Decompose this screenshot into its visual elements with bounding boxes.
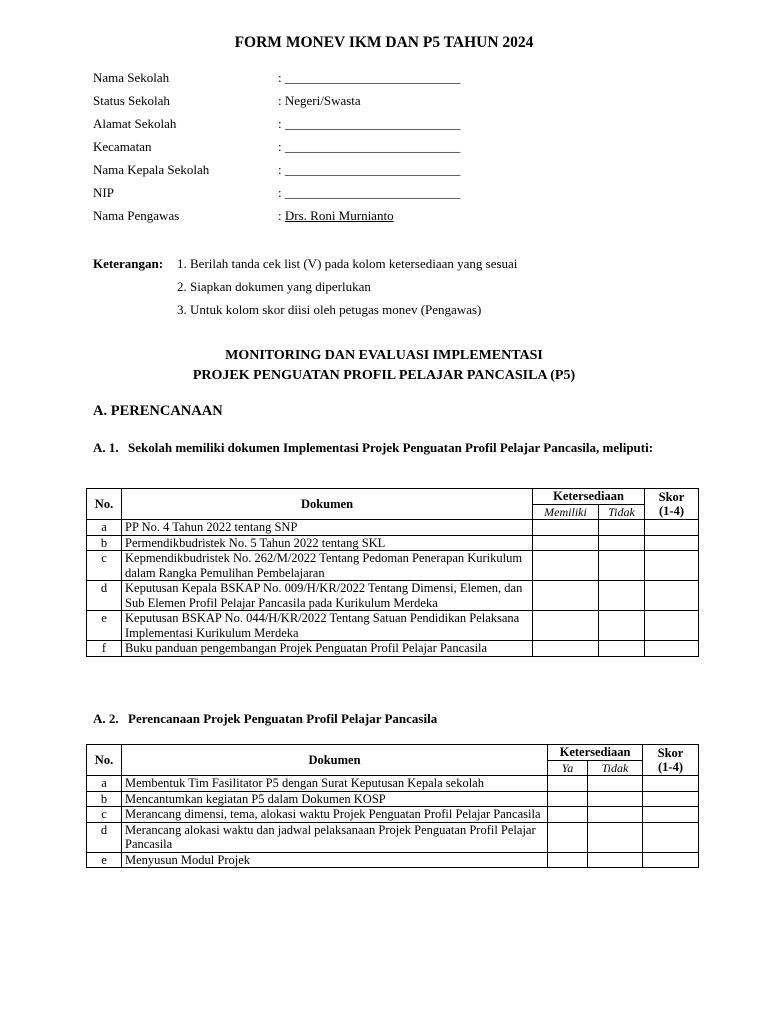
- check-cell-no[interactable]: [588, 822, 643, 852]
- value-prefix: :: [278, 208, 285, 223]
- score-cell[interactable]: [645, 535, 699, 551]
- row-number: a: [87, 776, 122, 792]
- col-no-header: No.: [87, 745, 122, 776]
- table-row: [87, 807, 699, 823]
- check-cell-yes[interactable]: [548, 776, 588, 792]
- check-cell-yes[interactable]: [533, 551, 599, 581]
- score-label: Skor: [657, 745, 684, 760]
- identity-row: [93, 93, 460, 116]
- check-cell-yes[interactable]: [533, 641, 599, 657]
- check-cell-no[interactable]: [599, 581, 645, 611]
- col-score-header: [643, 745, 699, 776]
- row-document: Merancang dimensi, tema, alokasi waktu Projek Penguatan Profil Pelajar Pancasila: [122, 807, 548, 823]
- identity-label: Status Sekolah: [93, 93, 170, 108]
- identity-label: Kecamatan: [93, 139, 152, 154]
- check-cell-yes[interactable]: [548, 822, 588, 852]
- row-number: a: [87, 520, 122, 536]
- row-number: f: [87, 641, 122, 657]
- row-document: Keputusan BSKAP No. 044/H/KR/2022 Tentang Satuan Pendidikan Pelaksana Implementasi Kurikulum Merdeka: [122, 611, 533, 641]
- identity-value: : ___________________________: [278, 162, 461, 177]
- a1-heading: [93, 439, 668, 456]
- row-document: Keputusan Kepala BSKAP No. 009/H/KR/2022 Tentang Dimensi, Elemen, dan Sub Elemen Profil Pelajar Pancasila pada Kurikulum Merdeka: [122, 581, 533, 611]
- col-doc-header: Dokumen: [122, 489, 533, 520]
- check-cell-no[interactable]: [599, 551, 645, 581]
- col-yes-header: Memiliki: [533, 504, 599, 520]
- check-cell-yes[interactable]: [533, 535, 599, 551]
- check-cell-no[interactable]: [599, 641, 645, 657]
- score-cell[interactable]: [645, 551, 699, 581]
- score-cell[interactable]: [645, 581, 699, 611]
- identity-value: : ___________________________: [278, 185, 461, 200]
- identity-value: : ___________________________: [278, 139, 461, 154]
- identity-value: [278, 208, 460, 231]
- check-cell-yes[interactable]: [548, 791, 588, 807]
- col-yes-header: Ya: [548, 760, 588, 776]
- a2-heading: [93, 710, 668, 727]
- identity-row: [93, 185, 460, 208]
- identity-value: : ___________________________: [278, 70, 461, 85]
- form-title: FORM MONEV IKM DAN P5 TAHUN 2024: [234, 34, 534, 51]
- identity-row: [93, 162, 460, 185]
- identity-row: [93, 139, 460, 162]
- a2-table: [86, 744, 699, 868]
- table-row: [87, 641, 699, 657]
- identity-label: Nama Sekolah: [93, 70, 170, 85]
- row-number: c: [87, 551, 122, 581]
- note-item: 3. Untuk kolom skor diisi oleh petugas monev (Pengawas): [177, 302, 482, 317]
- identity-row: [93, 208, 460, 231]
- row-number: c: [87, 807, 122, 823]
- check-cell-no[interactable]: [599, 611, 645, 641]
- table-row: [87, 535, 699, 551]
- notes-key: Keterangan:: [93, 256, 164, 271]
- a2-text: Perencanaan Projek Penguatan Profil Pelajar Pancasila: [128, 711, 438, 726]
- check-cell-no[interactable]: [588, 776, 643, 792]
- section-heading: A. PERENCANAAN: [93, 403, 223, 419]
- identity-table: [93, 70, 460, 231]
- row-document: Menyusun Modul Projek: [122, 852, 548, 868]
- check-cell-yes[interactable]: [533, 520, 599, 536]
- score-cell[interactable]: [643, 852, 699, 868]
- a1-number: A. 1.: [93, 440, 119, 455]
- table-row: [87, 611, 699, 641]
- score-cell[interactable]: [643, 807, 699, 823]
- score-cell[interactable]: [645, 520, 699, 536]
- row-document: Buku panduan pengembangan Projek Penguatan Profil Pelajar Pancasila: [122, 641, 533, 657]
- supervisor-name: Drs. Roni Murnianto: [284, 208, 394, 223]
- identity-row: [93, 116, 460, 139]
- score-label: Skor: [658, 489, 685, 504]
- check-cell-yes[interactable]: [533, 581, 599, 611]
- table-row: [87, 776, 699, 792]
- identity-label: Alamat Sekolah: [93, 116, 177, 131]
- notes-block: [93, 256, 517, 325]
- row-document: PP No. 4 Tahun 2022 tentang SNP: [122, 520, 533, 536]
- identity-row: [93, 70, 460, 93]
- table-row: [87, 852, 699, 868]
- subtitle-line-1: MONITORING DAN EVALUASI IMPLEMENTASI: [225, 348, 543, 363]
- note-item: 2. Siapkan dokumen yang diperlukan: [177, 279, 371, 294]
- row-document: Permendikbudristek No. 5 Tahun 2022 tentang SKL: [122, 535, 533, 551]
- score-cell[interactable]: [643, 791, 699, 807]
- score-cell[interactable]: [645, 611, 699, 641]
- check-cell-no[interactable]: [599, 535, 645, 551]
- check-cell-yes[interactable]: [548, 807, 588, 823]
- table-row: [87, 581, 699, 611]
- score-cell[interactable]: [643, 822, 699, 852]
- check-cell-yes[interactable]: [548, 852, 588, 868]
- identity-label: NIP: [93, 185, 114, 200]
- table-row: [87, 551, 699, 581]
- row-document: Mencantumkan kegiatan P5 dalam Dokumen KOSP: [122, 791, 548, 807]
- score-cell[interactable]: [643, 776, 699, 792]
- row-document: Kepmendikbudristek No. 262/M/2022 Tentang Pedoman Penerapan Kurikulum dalam Rangka Pemulihan Pembelajaran: [122, 551, 533, 581]
- table-row: [87, 791, 699, 807]
- row-number: d: [87, 822, 122, 852]
- col-avail-header: Ketersediaan: [548, 745, 643, 761]
- a1-table: [86, 488, 699, 657]
- identity-value: : ___________________________: [278, 116, 461, 131]
- check-cell-no[interactable]: [588, 807, 643, 823]
- table-row: [87, 822, 699, 852]
- row-document: Membentuk Tim Fasilitator P5 dengan Surat Keputusan Kepala sekolah: [122, 776, 548, 792]
- col-no-header: No.: [87, 489, 122, 520]
- row-number: b: [87, 791, 122, 807]
- row-number: b: [87, 535, 122, 551]
- note-item: 1. Berilah tanda cek list (V) pada kolom ketersediaan yang sesuai: [177, 256, 518, 271]
- table-row: [87, 520, 699, 536]
- a2-number: A. 2.: [93, 711, 119, 726]
- check-cell-yes[interactable]: [533, 611, 599, 641]
- row-number: e: [87, 852, 122, 868]
- col-no-avail-header: Tidak: [599, 504, 645, 520]
- row-number: d: [87, 581, 122, 611]
- col-doc-header: Dokumen: [122, 745, 548, 776]
- a1-text: Sekolah memiliki dokumen Implementasi Projek Penguatan Profil Pelajar Pancasila, meliputi:: [128, 440, 654, 455]
- col-avail-header: Ketersediaan: [533, 489, 645, 505]
- score-range: (1-4): [658, 760, 684, 774]
- score-cell[interactable]: [645, 641, 699, 657]
- check-cell-no[interactable]: [588, 791, 643, 807]
- check-cell-no[interactable]: [599, 520, 645, 536]
- row-document: Merancang alokasi waktu dan jadwal pelaksanaan Projek Penguatan Profil Pelajar Pancasila: [122, 822, 548, 852]
- subtitle-line-2: PROJEK PENGUATAN PROFIL PELAJAR PANCASILA (P5): [192, 368, 576, 383]
- check-cell-no[interactable]: [588, 852, 643, 868]
- identity-label: Nama Kepala Sekolah: [93, 162, 210, 177]
- col-score-header: [645, 489, 699, 520]
- score-range: (1-4): [659, 504, 685, 518]
- row-number: e: [87, 611, 122, 641]
- identity-label: Nama Pengawas: [93, 208, 180, 223]
- col-no-avail-header: Tidak: [588, 760, 643, 776]
- identity-value: : Negeri/Swasta: [278, 93, 361, 108]
